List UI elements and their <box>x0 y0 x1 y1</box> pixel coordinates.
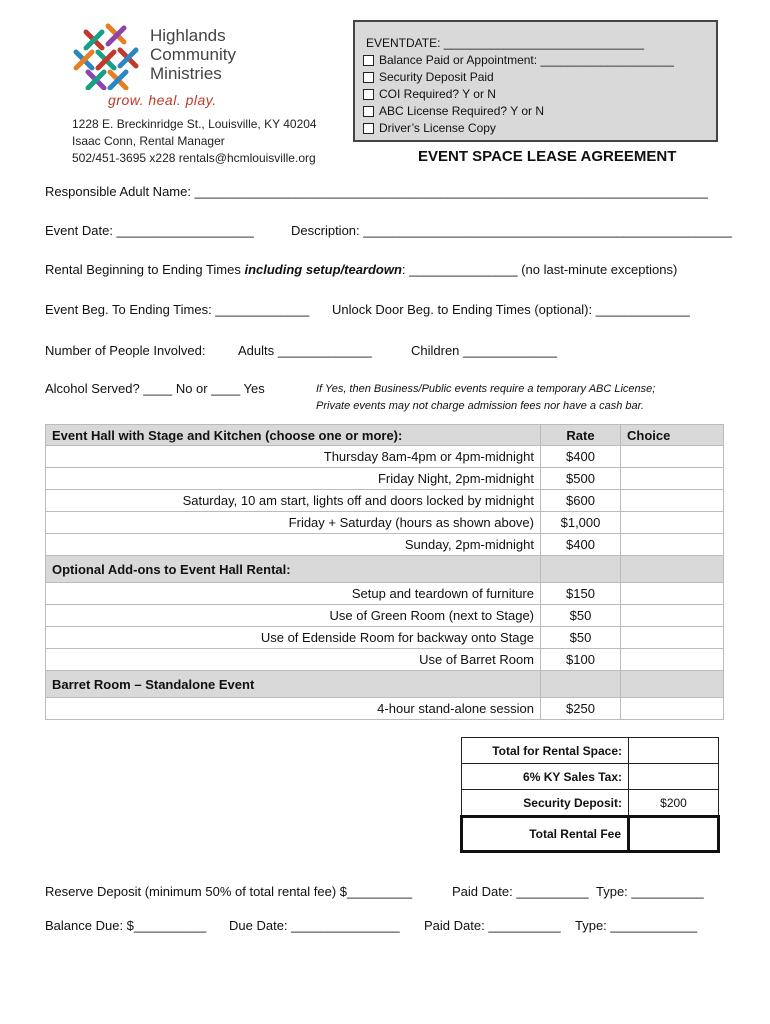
checkbox-label: COI Required? Y or N <box>379 87 496 101</box>
table-row <box>46 446 724 468</box>
table-row <box>46 649 724 671</box>
checkbox[interactable] <box>363 106 374 117</box>
rental-times-emphasis: including setup/teardown <box>244 262 402 277</box>
table-header-row <box>46 425 724 446</box>
office-event-date[interactable]: EVENTDATE: ______________________________ <box>366 36 645 50</box>
description-field[interactable]: Description: ___________________________________________________ <box>291 223 732 238</box>
adults-field[interactable]: Adults _____________ <box>238 343 372 358</box>
org-tagline: grow. heal. play. <box>108 92 217 108</box>
table-row <box>46 627 724 649</box>
choice-cell[interactable] <box>621 468 724 490</box>
office-checkbox-row[interactable] <box>363 86 716 103</box>
org-address: 1228 E. Breckinridge St., Louisville, KY 40204 <box>72 117 317 131</box>
org-name-line1: Highlands <box>150 26 226 45</box>
checkbox-label: Security Deposit Paid <box>379 70 494 84</box>
payment-type-field[interactable]: Type: __________ <box>596 884 704 899</box>
table-row <box>46 490 724 512</box>
rate-value: $600 <box>541 490 621 512</box>
logo-mark-icon <box>72 22 140 90</box>
rate-header: Rate <box>541 425 621 446</box>
choice-cell[interactable] <box>621 512 724 534</box>
rate-desc: Friday Night, 2pm-midnight <box>46 468 541 490</box>
rate-desc: Setup and teardown of furniture <box>46 583 541 605</box>
choice-header: Choice <box>621 425 724 446</box>
alcohol-note-line1: If Yes, then Business/Public events require a temporary ABC License; <box>316 383 656 395</box>
addons-header: Optional Add-ons to Event Hall Rental: <box>46 556 541 583</box>
table-row <box>46 512 724 534</box>
org-name-line3: Ministries <box>150 64 222 83</box>
checkbox-label: Driver’s License Copy <box>379 121 496 135</box>
balance-due-field[interactable]: Balance Due: $__________ <box>45 918 207 933</box>
alcohol-note-line2: Private events may not charge admission fees nor have a cash bar. <box>316 400 644 412</box>
org-name-line2: Community <box>150 45 236 64</box>
choice-cell[interactable] <box>621 490 724 512</box>
rate-desc: 4-hour stand-alone session <box>46 698 541 720</box>
rate-desc: Friday + Saturday (hours as shown above) <box>46 512 541 534</box>
rate-desc: Use of Green Room (next to Stage) <box>46 605 541 627</box>
document-title: EVENT SPACE LEASE AGREEMENT <box>418 148 677 165</box>
checkbox-label: Balance Paid or Appointment: ____________________ <box>379 53 674 67</box>
table-row <box>46 605 724 627</box>
total-rental-value[interactable] <box>629 738 719 764</box>
table-row <box>46 468 724 490</box>
table-row <box>46 698 724 720</box>
addons-header-row <box>46 556 724 583</box>
totals-row <box>462 790 719 817</box>
org-name <box>150 26 236 83</box>
rate-value: $50 <box>541 627 621 649</box>
alcohol-note <box>316 381 655 415</box>
event-times-field[interactable]: Event Beg. To Ending Times: _____________ <box>45 302 310 317</box>
checkbox[interactable] <box>363 89 374 100</box>
children-field[interactable]: Children _____________ <box>411 343 558 358</box>
checkbox-label: ABC License Required? Y or N <box>379 104 544 118</box>
reserve-deposit-field[interactable]: Reserve Deposit (minimum 50% of total rental fee) $_________ <box>45 884 413 899</box>
choice-cell[interactable] <box>621 534 724 556</box>
choice-cell[interactable] <box>621 698 724 720</box>
office-checkbox-row[interactable] <box>363 120 716 137</box>
rental-times-blank: : _______________ (no last-minute exceptions) <box>401 262 678 277</box>
security-deposit-label: Security Deposit: <box>462 790 629 817</box>
balance-type-field[interactable]: Type: ____________ <box>575 918 698 933</box>
rate-value: $50 <box>541 605 621 627</box>
grand-total-label: Total Rental Fee <box>462 817 629 852</box>
rate-value: $250 <box>541 698 621 720</box>
balance-paid-date-field[interactable]: Paid Date: __________ <box>424 918 561 933</box>
rate-value: $500 <box>541 468 621 490</box>
rate-value: $150 <box>541 583 621 605</box>
table-row <box>46 534 724 556</box>
rate-desc: Sunday, 2pm-midnight <box>46 534 541 556</box>
choice-cell[interactable] <box>621 649 724 671</box>
checkbox[interactable] <box>363 72 374 83</box>
rate-value: $400 <box>541 534 621 556</box>
checkbox[interactable] <box>363 55 374 66</box>
checkbox[interactable] <box>363 123 374 134</box>
rate-value: $1,000 <box>541 512 621 534</box>
org-contact-info: 502/451-3695 x228 rentals@hcmlouisville.org <box>72 151 316 165</box>
choice-cell[interactable] <box>621 583 724 605</box>
org-contact-name: Isaac Conn, Rental Manager <box>72 134 225 148</box>
rate-desc: Thursday 8am-4pm or 4pm-midnight <box>46 446 541 468</box>
total-rental-label: Total for Rental Space: <box>462 738 629 764</box>
choice-cell[interactable] <box>621 605 724 627</box>
office-checkbox-row[interactable] <box>363 103 716 120</box>
rental-times-label: Rental Beginning to Ending Times <box>45 262 245 277</box>
people-label: Number of People Involved: <box>45 343 206 358</box>
totals-table <box>460 737 720 853</box>
barret-header: Barret Room – Standalone Event <box>46 671 541 698</box>
grand-total-row <box>462 817 719 852</box>
office-checkbox-row[interactable] <box>363 52 716 69</box>
security-deposit-value: $200 <box>629 790 719 817</box>
responsible-adult-field[interactable]: Responsible Adult Name: _______________________________________________________________________ <box>45 184 708 199</box>
office-checkbox-row[interactable] <box>363 69 716 86</box>
rate-desc: Saturday, 10 am start, lights off and doors locked by midnight <box>46 490 541 512</box>
grand-total-value[interactable] <box>629 817 719 852</box>
sales-tax-value[interactable] <box>629 764 719 790</box>
rate-desc: Use of Edenside Room for backway onto Stage <box>46 627 541 649</box>
rate-value: $400 <box>541 446 621 468</box>
rate-value: $100 <box>541 649 621 671</box>
totals-row <box>462 764 719 790</box>
rental-times-field[interactable] <box>45 262 677 277</box>
alcohol-field[interactable]: Alcohol Served? ____ No or ____ Yes <box>45 381 265 396</box>
due-date-field[interactable]: Due Date: _______________ <box>229 918 400 933</box>
paid-date-field[interactable]: Paid Date: __________ <box>452 884 589 899</box>
sales-tax-label: 6% KY Sales Tax: <box>462 764 629 790</box>
choice-cell[interactable] <box>621 627 724 649</box>
hall-header: Event Hall with Stage and Kitchen (choose one or more): <box>46 425 541 446</box>
rate-desc: Use of Barret Room <box>46 649 541 671</box>
org-address-block <box>72 116 317 167</box>
barret-header-row <box>46 671 724 698</box>
totals-row <box>462 738 719 764</box>
choice-cell[interactable] <box>621 446 724 468</box>
table-row <box>46 583 724 605</box>
office-use-panel <box>353 20 718 142</box>
unlock-times-field[interactable]: Unlock Door Beg. to Ending Times (optional): _____________ <box>332 302 690 317</box>
event-date-field[interactable]: Event Date: ___________________ <box>45 223 254 238</box>
rates-table <box>45 424 724 720</box>
